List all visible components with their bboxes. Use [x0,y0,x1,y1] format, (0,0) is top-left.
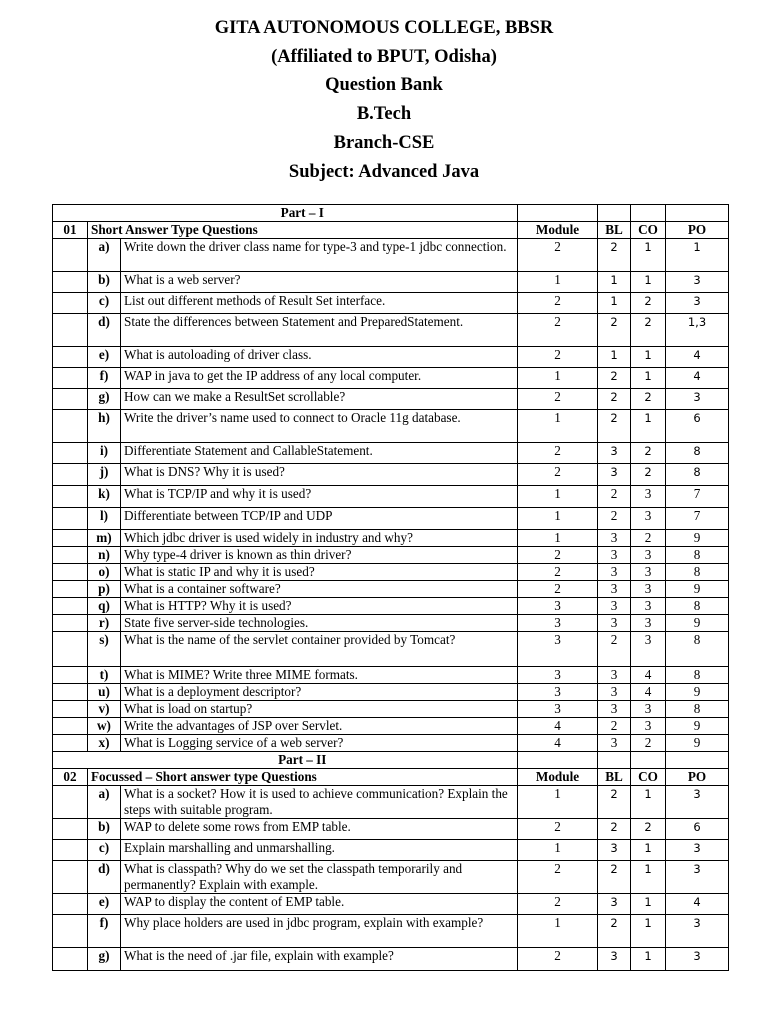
bl-value: 3 [598,615,631,632]
po-value: 3 [666,389,729,410]
module-value: 4 [518,735,598,752]
question-text: WAP to display the content of EMP table. [121,894,518,915]
po-value: 3 [666,840,729,861]
bl-value: 3 [598,547,631,564]
po-value: 8 [666,464,729,486]
row-spacer [53,701,88,718]
row-spacer [53,735,88,752]
question-row [53,530,729,547]
part-title-empty-cell [666,205,729,222]
col-header-bl: BL [598,769,631,786]
question-text: What is classpath? Why do we set the classpath temporarily and permanently? Explain with example. [121,861,518,894]
question-row [53,915,729,948]
bl-value: 3 [598,667,631,684]
question-text: What is HTTP? Why it is used? [121,598,518,615]
co-value: 1 [631,410,666,443]
question-label: c) [88,293,121,314]
po-value: 8 [666,667,729,684]
row-spacer [53,564,88,581]
row-spacer [53,314,88,347]
module-value: 1 [518,368,598,389]
po-value: 9 [666,735,729,752]
co-value: 2 [631,389,666,410]
question-text: Explain marshalling and unmarshalling. [121,840,518,861]
po-value: 6 [666,410,729,443]
co-value: 3 [631,615,666,632]
bl-value: 2 [598,508,631,530]
module-value: 2 [518,293,598,314]
po-value: 4 [666,347,729,368]
row-spacer [53,581,88,598]
part-title-empty-cell [598,205,631,222]
module-value: 2 [518,581,598,598]
question-row [53,718,729,735]
part-title: Part – II [88,752,518,769]
po-value: 9 [666,684,729,701]
row-spacer [53,464,88,486]
question-label: p) [88,581,121,598]
bl-value: 2 [598,239,631,272]
section-heading: Short Answer Type Questions [88,222,518,239]
co-value: 1 [631,915,666,948]
row-spacer [53,293,88,314]
row-spacer [53,368,88,389]
bl-value: 3 [598,443,631,464]
bl-value: 3 [598,894,631,915]
bl-value: 1 [598,272,631,293]
question-row [53,840,729,861]
question-row [53,894,729,915]
co-value: 1 [631,840,666,861]
co-value: 2 [631,819,666,840]
module-value: 1 [518,508,598,530]
question-label: i) [88,443,121,464]
co-value: 3 [631,581,666,598]
question-text: What is load on startup? [121,701,518,718]
col-header-po: PO [666,769,729,786]
question-label: t) [88,667,121,684]
bl-value: 3 [598,684,631,701]
row-spacer [53,272,88,293]
po-value: 9 [666,530,729,547]
section-heading: Focussed – Short answer type Questions [88,769,518,786]
question-text: What is the need of .jar file, explain with example? [121,948,518,971]
question-row [53,948,729,971]
question-text: What is MIME? Write three MIME formats. [121,667,518,684]
module-value: 3 [518,701,598,718]
po-value: 8 [666,701,729,718]
question-text: What is Logging service of a web server? [121,735,518,752]
module-value: 1 [518,840,598,861]
document-header [0,14,768,186]
module-value: 2 [518,347,598,368]
po-value: 8 [666,632,729,667]
co-value: 2 [631,464,666,486]
module-value: 2 [518,894,598,915]
co-value: 3 [631,718,666,735]
question-label: s) [88,632,121,667]
question-label: g) [88,389,121,410]
row-spacer [53,667,88,684]
co-value: 2 [631,735,666,752]
co-value: 3 [631,547,666,564]
co-value: 4 [631,684,666,701]
subject: Subject: Advanced Java [288,161,480,182]
co-value: 2 [631,314,666,347]
co-value: 4 [631,667,666,684]
college-name: GITA AUTONOMOUS COLLEGE, BBSR [214,18,554,38]
co-value: 1 [631,894,666,915]
row-spacer [53,389,88,410]
part-title-empty-cell [666,752,729,769]
question-label: r) [88,615,121,632]
branch: Branch-CSE [333,132,435,153]
question-row [53,314,729,347]
bl-value: 1 [598,293,631,314]
part-title-empty-cell [518,752,598,769]
section-number: 01 [53,222,88,239]
module-value: 1 [518,530,598,547]
question-label: h) [88,410,121,443]
question-row [53,464,729,486]
po-value: 8 [666,547,729,564]
question-label: v) [88,701,121,718]
po-value: 8 [666,564,729,581]
question-row [53,684,729,701]
question-bank-table [52,204,729,971]
question-label: e) [88,347,121,368]
question-text: How can we make a ResultSet scrollable? [121,389,518,410]
question-row [53,368,729,389]
bl-value: 3 [598,948,631,971]
question-label: c) [88,840,121,861]
section-number: 02 [53,769,88,786]
bl-value: 1 [598,347,631,368]
module-value: 3 [518,667,598,684]
co-value: 3 [631,564,666,581]
row-spacer [53,684,88,701]
po-value: 9 [666,718,729,735]
row-spacer [53,861,88,894]
bl-value: 3 [598,735,631,752]
question-row [53,564,729,581]
row-spacer [53,786,88,819]
question-row [53,389,729,410]
question-row [53,508,729,530]
module-value: 2 [518,389,598,410]
question-text: Why place holders are used in jdbc program, explain with example? [121,915,518,948]
co-value: 2 [631,443,666,464]
bl-value: 3 [598,840,631,861]
section-header-row [53,222,729,239]
module-value: 1 [518,410,598,443]
bl-value: 3 [598,530,631,547]
question-label: w) [88,718,121,735]
co-value: 1 [631,786,666,819]
question-row [53,861,729,894]
part-title: Part – I [88,205,518,222]
question-text: WAP to delete some rows from EMP table. [121,819,518,840]
module-value: 2 [518,443,598,464]
question-row [53,443,729,464]
co-value: 1 [631,347,666,368]
po-value: 3 [666,915,729,948]
question-text: What is the name of the servlet container provided by Tomcat? [121,632,518,667]
part-title-empty-cell [518,205,598,222]
part-title-spacer [53,752,88,769]
po-value: 1,3 [666,314,729,347]
question-text: What is a socket? How it is used to achieve communication? Explain the steps with suitable program. [121,786,518,819]
question-row [53,347,729,368]
question-text: Which jdbc driver is used widely in industry and why? [121,530,518,547]
co-value: 1 [631,948,666,971]
question-label: m) [88,530,121,547]
module-value: 3 [518,615,598,632]
po-value: 7 [666,486,729,508]
bl-value: 2 [598,718,631,735]
co-value: 1 [631,272,666,293]
question-row [53,615,729,632]
question-label: b) [88,819,121,840]
row-spacer [53,819,88,840]
question-row [53,819,729,840]
po-value: 3 [666,272,729,293]
co-value: 1 [631,861,666,894]
question-label: l) [88,508,121,530]
question-text: What is a web server? [121,272,518,293]
degree: B.Tech [356,104,412,125]
row-spacer [53,948,88,971]
po-value: 6 [666,819,729,840]
co-value: 3 [631,598,666,615]
co-value: 1 [631,368,666,389]
module-value: 1 [518,272,598,293]
row-spacer [53,840,88,861]
row-spacer [53,547,88,564]
question-label: d) [88,314,121,347]
question-text: List out different methods of Result Set interface. [121,293,518,314]
bl-value: 2 [598,410,631,443]
col-header-bl: BL [598,222,631,239]
bl-value: 3 [598,701,631,718]
po-value: 8 [666,443,729,464]
co-value: 3 [631,701,666,718]
part-title-empty-cell [631,205,666,222]
module-value: 2 [518,819,598,840]
question-row [53,786,729,819]
part-title-row [53,752,729,769]
part-title-row [53,205,729,222]
bl-value: 2 [598,389,631,410]
part-title-empty-cell [598,752,631,769]
module-value: 1 [518,786,598,819]
bl-value: 2 [598,486,631,508]
col-header-module: Module [518,769,598,786]
question-row [53,667,729,684]
bl-value: 2 [598,368,631,389]
question-label: b) [88,272,121,293]
part-title-empty-cell [631,752,666,769]
question-text: What is a deployment descriptor? [121,684,518,701]
question-row [53,581,729,598]
module-value: 2 [518,464,598,486]
question-text: State the differences between Statement and PreparedStatement. [121,314,518,347]
question-label: a) [88,786,121,819]
question-text: What is a container software? [121,581,518,598]
row-spacer [53,443,88,464]
module-value: 2 [518,948,598,971]
bl-value: 2 [598,915,631,948]
module-value: 1 [518,915,598,948]
question-text: WAP in java to get the IP address of any local computer. [121,368,518,389]
bl-value: 3 [598,581,631,598]
po-value: 3 [666,293,729,314]
col-header-co: CO [631,222,666,239]
question-row [53,486,729,508]
bl-value: 2 [598,819,631,840]
po-value: 9 [666,581,729,598]
question-text: Differentiate Statement and CallableStatement. [121,443,518,464]
question-label: u) [88,684,121,701]
co-value: 3 [631,632,666,667]
module-value: 2 [518,547,598,564]
part-title-spacer [53,205,88,222]
question-label: g) [88,948,121,971]
affiliation: (Affiliated to BPUT, Odisha) [271,46,497,67]
po-value: 3 [666,948,729,971]
question-label: f) [88,368,121,389]
bl-value: 3 [598,464,631,486]
question-row [53,701,729,718]
question-label: x) [88,735,121,752]
po-value: 3 [666,861,729,894]
question-text: Write down the driver class name for type-3 and type-1 jdbc connection. [121,239,518,272]
module-value: 2 [518,239,598,272]
section-header-row [53,769,729,786]
module-value: 3 [518,684,598,701]
co-value: 2 [631,293,666,314]
bl-value: 2 [598,786,631,819]
module-value: 3 [518,632,598,667]
question-text: What is TCP/IP and why it is used? [121,486,518,508]
question-row [53,293,729,314]
question-row [53,410,729,443]
question-label: k) [88,486,121,508]
co-value: 3 [631,508,666,530]
co-value: 1 [631,239,666,272]
question-row [53,735,729,752]
question-text: Why type-4 driver is known as thin driver? [121,547,518,564]
row-spacer [53,615,88,632]
module-value: 3 [518,598,598,615]
row-spacer [53,598,88,615]
question-label: q) [88,598,121,615]
question-row [53,272,729,293]
bl-value: 2 [598,314,631,347]
module-value: 2 [518,861,598,894]
bl-value: 3 [598,598,631,615]
co-value: 3 [631,486,666,508]
question-text: Write the advantages of JSP over Servlet. [121,718,518,735]
question-label: j) [88,464,121,486]
question-label: n) [88,547,121,564]
po-value: 4 [666,368,729,389]
po-value: 3 [666,786,729,819]
question-text: Differentiate between TCP/IP and UDP [121,508,518,530]
row-spacer [53,530,88,547]
col-header-po: PO [666,222,729,239]
row-spacer [53,410,88,443]
module-value: 2 [518,564,598,581]
question-text: What is DNS? Why it is used? [121,464,518,486]
question-row [53,547,729,564]
question-row [53,598,729,615]
row-spacer [53,347,88,368]
question-label: e) [88,894,121,915]
row-spacer [53,632,88,667]
col-header-co: CO [631,769,666,786]
row-spacer [53,915,88,948]
bl-value: 2 [598,632,631,667]
row-spacer [53,894,88,915]
module-value: 1 [518,486,598,508]
question-label: f) [88,915,121,948]
bl-value: 2 [598,861,631,894]
po-value: 4 [666,894,729,915]
question-label: o) [88,564,121,581]
module-value: 2 [518,314,598,347]
bl-value: 3 [598,564,631,581]
question-text: What is static IP and why it is used? [121,564,518,581]
question-label: d) [88,861,121,894]
question-text: What is autoloading of driver class. [121,347,518,368]
row-spacer [53,508,88,530]
module-value: 4 [518,718,598,735]
row-spacer [53,239,88,272]
question-text: Write the driver’s name used to connect to Oracle 11g database. [121,410,518,443]
po-value: 1 [666,239,729,272]
row-spacer [53,486,88,508]
doc-type: Question Bank [325,75,443,96]
po-value: 9 [666,615,729,632]
po-value: 7 [666,508,729,530]
question-label: a) [88,239,121,272]
row-spacer [53,718,88,735]
question-text: State five server-side technologies. [121,615,518,632]
question-row [53,239,729,272]
po-value: 8 [666,598,729,615]
question-row [53,632,729,667]
col-header-module: Module [518,222,598,239]
co-value: 2 [631,530,666,547]
